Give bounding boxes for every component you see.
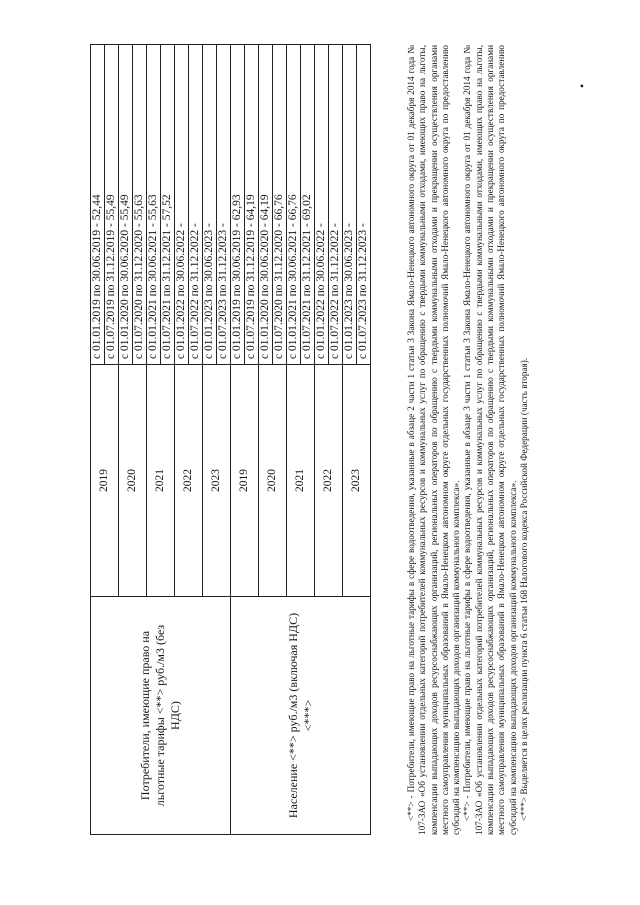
tariff-period-cell: с 01.07.2022 по 31.12.2022 - [329, 44, 343, 364]
document-page [40, 23, 600, 883]
tariff-period-cell: с 01.07.2021 по 31.12.2021 - 57,52 [161, 44, 175, 364]
consumer-group-label: Население <**> руб./м3 (включая НДС) <***> [231, 596, 371, 834]
tariff-period-cell: с 01.01.2021 по 30.06.2021 - 66,76 [287, 44, 301, 364]
tariff-period-cell: с 01.01.2020 по 30.06.2020 - 55,49 [119, 44, 133, 364]
year-cell: 2023 [343, 364, 371, 596]
year-cell: 2022 [315, 364, 343, 596]
footnotes [406, 45, 530, 835]
tariff-table [90, 44, 371, 835]
tariff-period-cell: с 01.01.2020 по 30.06.2020 - 64,19 [259, 44, 273, 364]
tariff-period-cell: с 01.07.2023 по 31.12.2023 - [217, 44, 231, 364]
year-cell: 2020 [259, 364, 287, 596]
year-cell: 2019 [231, 364, 259, 596]
year-cell: 2019 [91, 364, 119, 596]
table-row [231, 44, 245, 834]
year-cell: 2020 [119, 364, 147, 596]
scan-mark: • [575, 83, 589, 88]
tariff-period-cell: с 01.01.2022 по 30.06.2022 - [315, 44, 329, 364]
tariff-period-cell: с 01.01.2022 по 30.06.2022 - [175, 44, 189, 364]
tariff-period-cell: с 01.01.2021 по 30.06.2021 - 55,63 [147, 44, 161, 364]
tariff-period-cell: с 01.07.2019 по 31.12.2019 - 55,49 [105, 44, 119, 364]
tariff-period-cell: с 01.07.2020 по 31.12.2020 - 55,63 [133, 44, 147, 364]
table-row [91, 44, 105, 834]
consumer-group-label: Потребители, имеющие право на льготные тарифы <**> руб./м3 (без НДС) [91, 596, 231, 834]
footnote: <**> - Потребители, имеющие право на льготные тарифы в сфере водоотведения, указанные в абзаце 2 части 1 статьи 3 Закона Ямало-Ненецкого автономного округа от 01 декабря 2014 года № 107-ЗАО «Об установлении отдельных категорий потребителей коммунальных ресурсов и коммунальных услуг по обращению с твердыми коммунальными отходами, имеющих право на льготы, компенсации выпадающих доходов ресурсоснабжающих организаций, региональных операторов по обращению с твердыми коммунальными отходами и прекращении осуществления органами местного самоуправления муниципальных образований в Ямало-Ненецком автономном округе отдельных государственных полномочий Ямало-Ненецкого автономного округа по предоставлению субсидий на компенсацию выпадающих доходов организаций коммунального комплекса». [406, 44, 462, 835]
tariff-period-cell: с 01.07.2022 по 31.12.2022 - [189, 44, 203, 364]
tariff-period-cell: с 01.01.2019 по 30.06.2019 - 52,44 [91, 44, 105, 364]
tariff-period-cell: с 01.07.2019 по 31.12.2019 - 64,19 [245, 44, 259, 364]
tariff-period-cell: с 01.01.2019 по 30.06.2019 - 62,93 [231, 44, 245, 364]
year-cell: 2022 [175, 364, 203, 596]
tariff-period-cell: с 01.01.2023 по 30.06.2023 - [203, 44, 217, 364]
tariff-period-cell: с 01.07.2021 по 31.12.2021 - 69,02 [301, 44, 315, 364]
footnote: <***> Выделяется в целях реализации пункта 6 статьи 168 Налогового кодекса Российской Федерации (часть вторая). [518, 357, 529, 821]
tariff-period-cell: с 01.01.2023 по 30.06.2023 - [343, 44, 357, 364]
year-cell: 2023 [203, 364, 231, 596]
tariff-period-cell: с 01.07.2023 по 31.12.2023 - [357, 44, 371, 364]
year-cell: 2021 [147, 364, 175, 596]
tariff-period-cell: с 01.07.2020 по 31.12.2020 - 66,76 [273, 44, 287, 364]
year-cell: 2021 [287, 364, 315, 596]
footnote: <**> - Потребители, имеющие право на льготные тарифы в сфере водоотведения, указанные в абзаце 3 части 1 статьи 3 Закона Ямало-Ненецкого автономного округа от 01 декабря 2014 года № 107-ЗАО «Об установлении отдельных категорий потребителей коммунальных ресурсов и коммунальных услуг по обращению с твердыми коммунальными отходами, имеющих право на льготы, компенсации выпадающих доходов ресурсоснабжающих организаций, региональных операторов по обращению с твердыми коммунальными отходами и прекращении осуществления органами местного самоуправления муниципальных образований в Ямало-Ненецком автономном округе отдельных государственных полномочий Ямало-Ненецкого автономного округа по предоставлению субсидий на компенсацию выпадающих доходов организаций коммунального комплекса». [462, 44, 518, 835]
